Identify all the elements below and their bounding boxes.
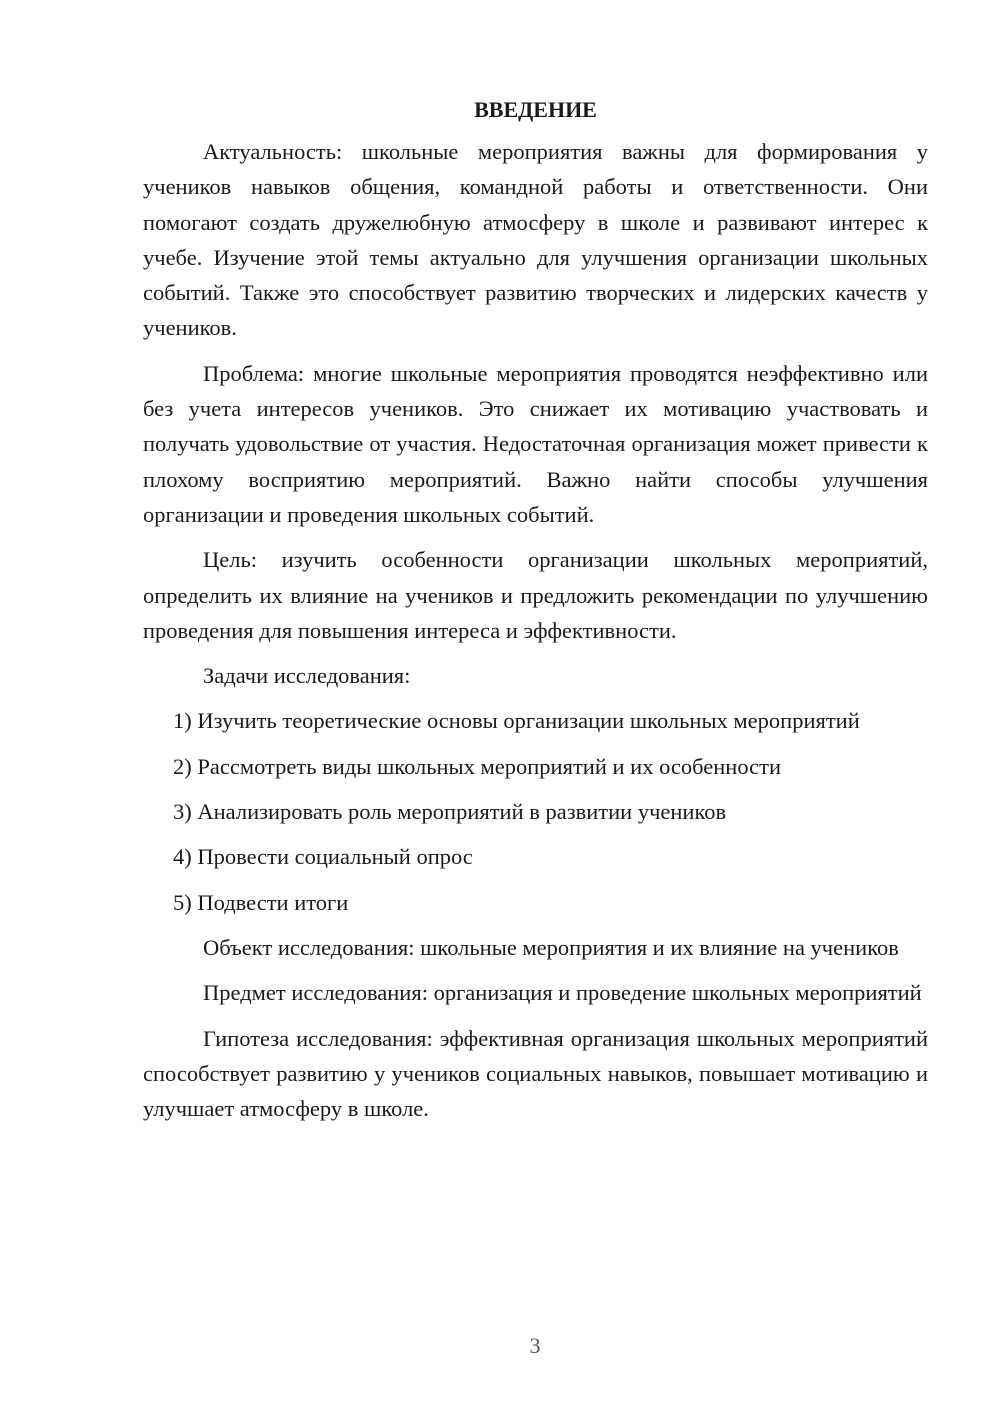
hypothesis-paragraph: Гипотеза исследования: эффективная организация школьных мероприятий способствует развитию у учеников социальных навыков, повышает мотивацию и улучшает атмосферу в школе. — [143, 1025, 928, 1122]
object-paragraph: Объект исследования: школьные мероприятия и их влияние на учеников — [203, 934, 899, 960]
document-page — [143, 90, 928, 1136]
relevance-paragraph: Актуальность: школьные мероприятия важны для формирования у учеников навыков общения, командной работы и ответственности. Они помогают создать дружелюбную атмосферу в школе и развивают интерес к учебе. Изучение этой темы актуально для улучшения организации школьных событий. Также это способствует развитию творческих и лидерских качеств у учеников. — [143, 139, 928, 341]
page-title: ВВЕДЕНИЕ — [474, 97, 597, 122]
task-item-5: 5) Подвести итоги — [173, 889, 349, 915]
tasks-heading: Задачи исследования: — [203, 663, 411, 689]
subject-paragraph: Предмет исследования: организация и проведение школьных мероприятий — [203, 980, 922, 1006]
task-item-4: 4) Провести социальный опрос — [173, 844, 473, 870]
problem-paragraph: Проблема: многие школьные мероприятия проводятся неэффективно или без учета интересов учеников. Это снижает их мотивацию участвовать и получать удовольствие от участия. Недостаточная организация может привести к плохому восприятию мероприятий. Важно найти способы улучшения организации и проведения школьных событий. — [143, 360, 928, 527]
task-item-3: 3) Анализировать роль мероприятий в развитии учеников — [173, 799, 727, 825]
page-number: 3 — [529, 1333, 541, 1358]
goal-paragraph: Цель: изучить особенности организации школьных мероприятий, определить их влияние на учеников и предложить рекомендации по улучшению проведения для повышения интереса и эффективности. — [143, 547, 928, 643]
task-item-2: 2) Рассмотреть виды школьных мероприятий и их особенности — [173, 753, 782, 779]
task-item-1: 1) Изучить теоретические основы организации школьных мероприятий — [173, 708, 860, 734]
